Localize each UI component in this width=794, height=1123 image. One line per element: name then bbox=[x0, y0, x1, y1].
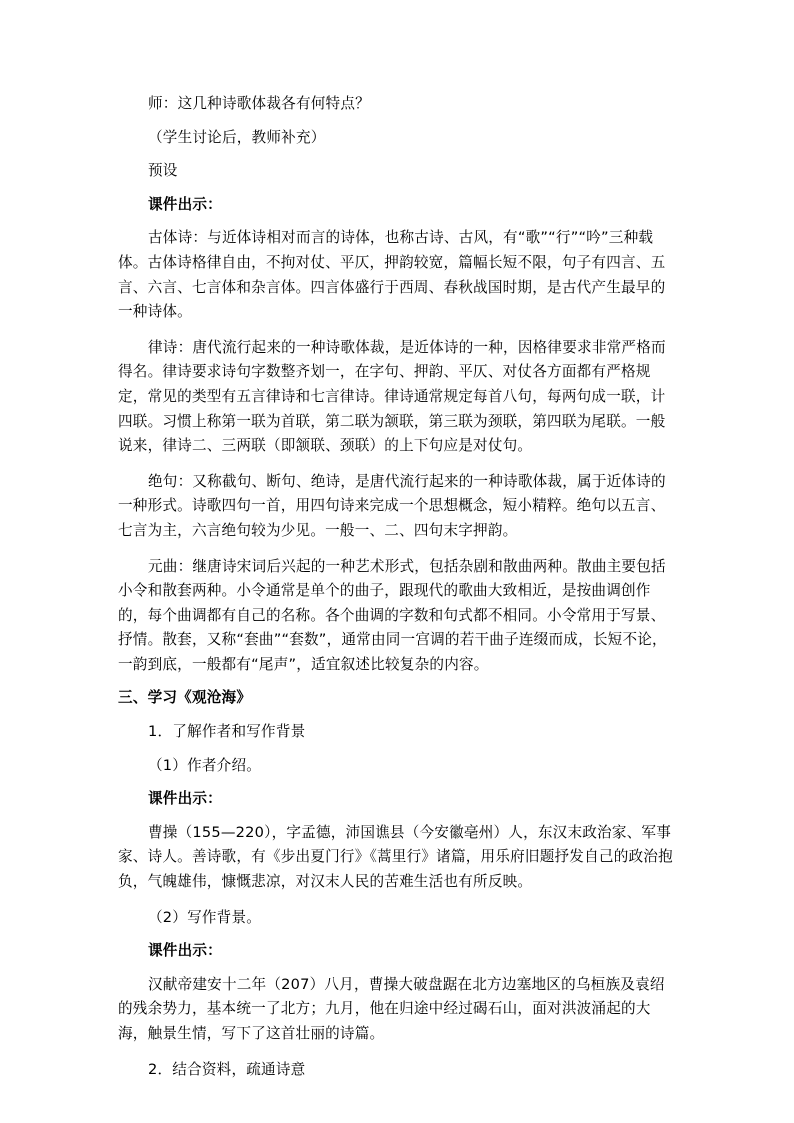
courseware-label-1: 课件出示： bbox=[148, 195, 222, 213]
courseware-label-3: 课件出示： bbox=[148, 942, 222, 960]
preset-label: 预设 bbox=[148, 162, 178, 180]
paragraph-gutishi: 古体诗：与近体诗相对而言的诗体，也称古诗、古风，有“歌”“行”“吟”三种载体。古体诗格律自由，不拘对仗、平仄，押韵较宽，篇幅长短不限，句子有四言、五言、六言、七言体和杂言体。四言体盛行于西周、春秋战国时期，是古代产生最早的一种诗体。 bbox=[118, 229, 666, 321]
paragraph-jueju: 绝句：又称截句、断句、绝诗，是唐代流行起来的一种诗歌体裁，属于近体诗的一种形式。诗歌四句一首，用四句诗来完成一个思想概念，短小精粹。绝句以五言、七言为主，六言绝句较为少见。一般一、二、四句末字押韵。 bbox=[118, 472, 666, 539]
sub-item-author: （1）作者介绍。 bbox=[148, 756, 262, 774]
section-heading-3: 三、学习《观沧海》 bbox=[118, 689, 252, 707]
sub-item-background: （2）写作背景。 bbox=[148, 908, 262, 926]
document-page bbox=[118, 92, 675, 1082]
paragraph-background: 汉献帝建安十二年（207）八月，曹操大破盘踞在北方边塞地区的乌桓族及袁绍的残余势力，基本统一了北方；九月，他在归途中经过碣石山，面对洪波涌起的大海，触景生情，写下了这首壮丽的诗篇。 bbox=[118, 975, 665, 1042]
teacher-question: 师：这几种诗歌体裁各有何特点？ bbox=[148, 95, 370, 112]
discussion-note: （学生讨论后，教师补充） bbox=[148, 128, 326, 146]
list-item-2: 2．结合资料，疏通诗意 bbox=[148, 1060, 306, 1078]
paragraph-caocao: 曹操（155—220），字孟德，沛国谯县（今安徽亳州）人，东汉末政治家、军事家、诗人。善诗歌，有《步出夏门行》《蒿里行》诸篇，用乐府旧题抒发自己的政治抱负，气魄雄伟，慷慨悲凉，对汉末人民的苦难生活也有所反映。 bbox=[118, 823, 673, 891]
courseware-label-2: 课件出示： bbox=[148, 790, 222, 808]
list-item-1: 1．了解作者和写作背景 bbox=[148, 723, 306, 741]
paragraph-yuanqu: 元曲：继唐诗宋词后兴起的一种艺术形式，包括杂剧和散曲两种。散曲主要包括小令和散套两种。小令通常是单个的曲子，跟现代的歌曲大致相近，是按曲调创作的，每个曲调都有自己的名称。各个曲调的字数和句式都不相同。小令常用于写景、抒情。散套，又称“套曲”“套数”，通常由同一宫调的若干曲子连缀而成，长短不论，一韵到底，一般都有“尾声”，适宜叙述比较复杂的内容。 bbox=[118, 557, 667, 673]
paragraph-lvshi: 律诗：唐代流行起来的一种诗歌体裁，是近体诗的一种，因格律要求非常严格而得名。律诗要求诗句字数整齐划一，在字句、押韵、平仄、对仗各方面都有严格规定，常见的类型有五言律诗和七言律诗。律诗通常规定每首八句，每两句成一联，计四联。习惯上称第一联为首联，第二联为颔联，第三联为颈联，第四联为尾联。一般说来，律诗二、三两联（即颔联、颈联）的上下句应是对仗句。 bbox=[118, 338, 666, 455]
